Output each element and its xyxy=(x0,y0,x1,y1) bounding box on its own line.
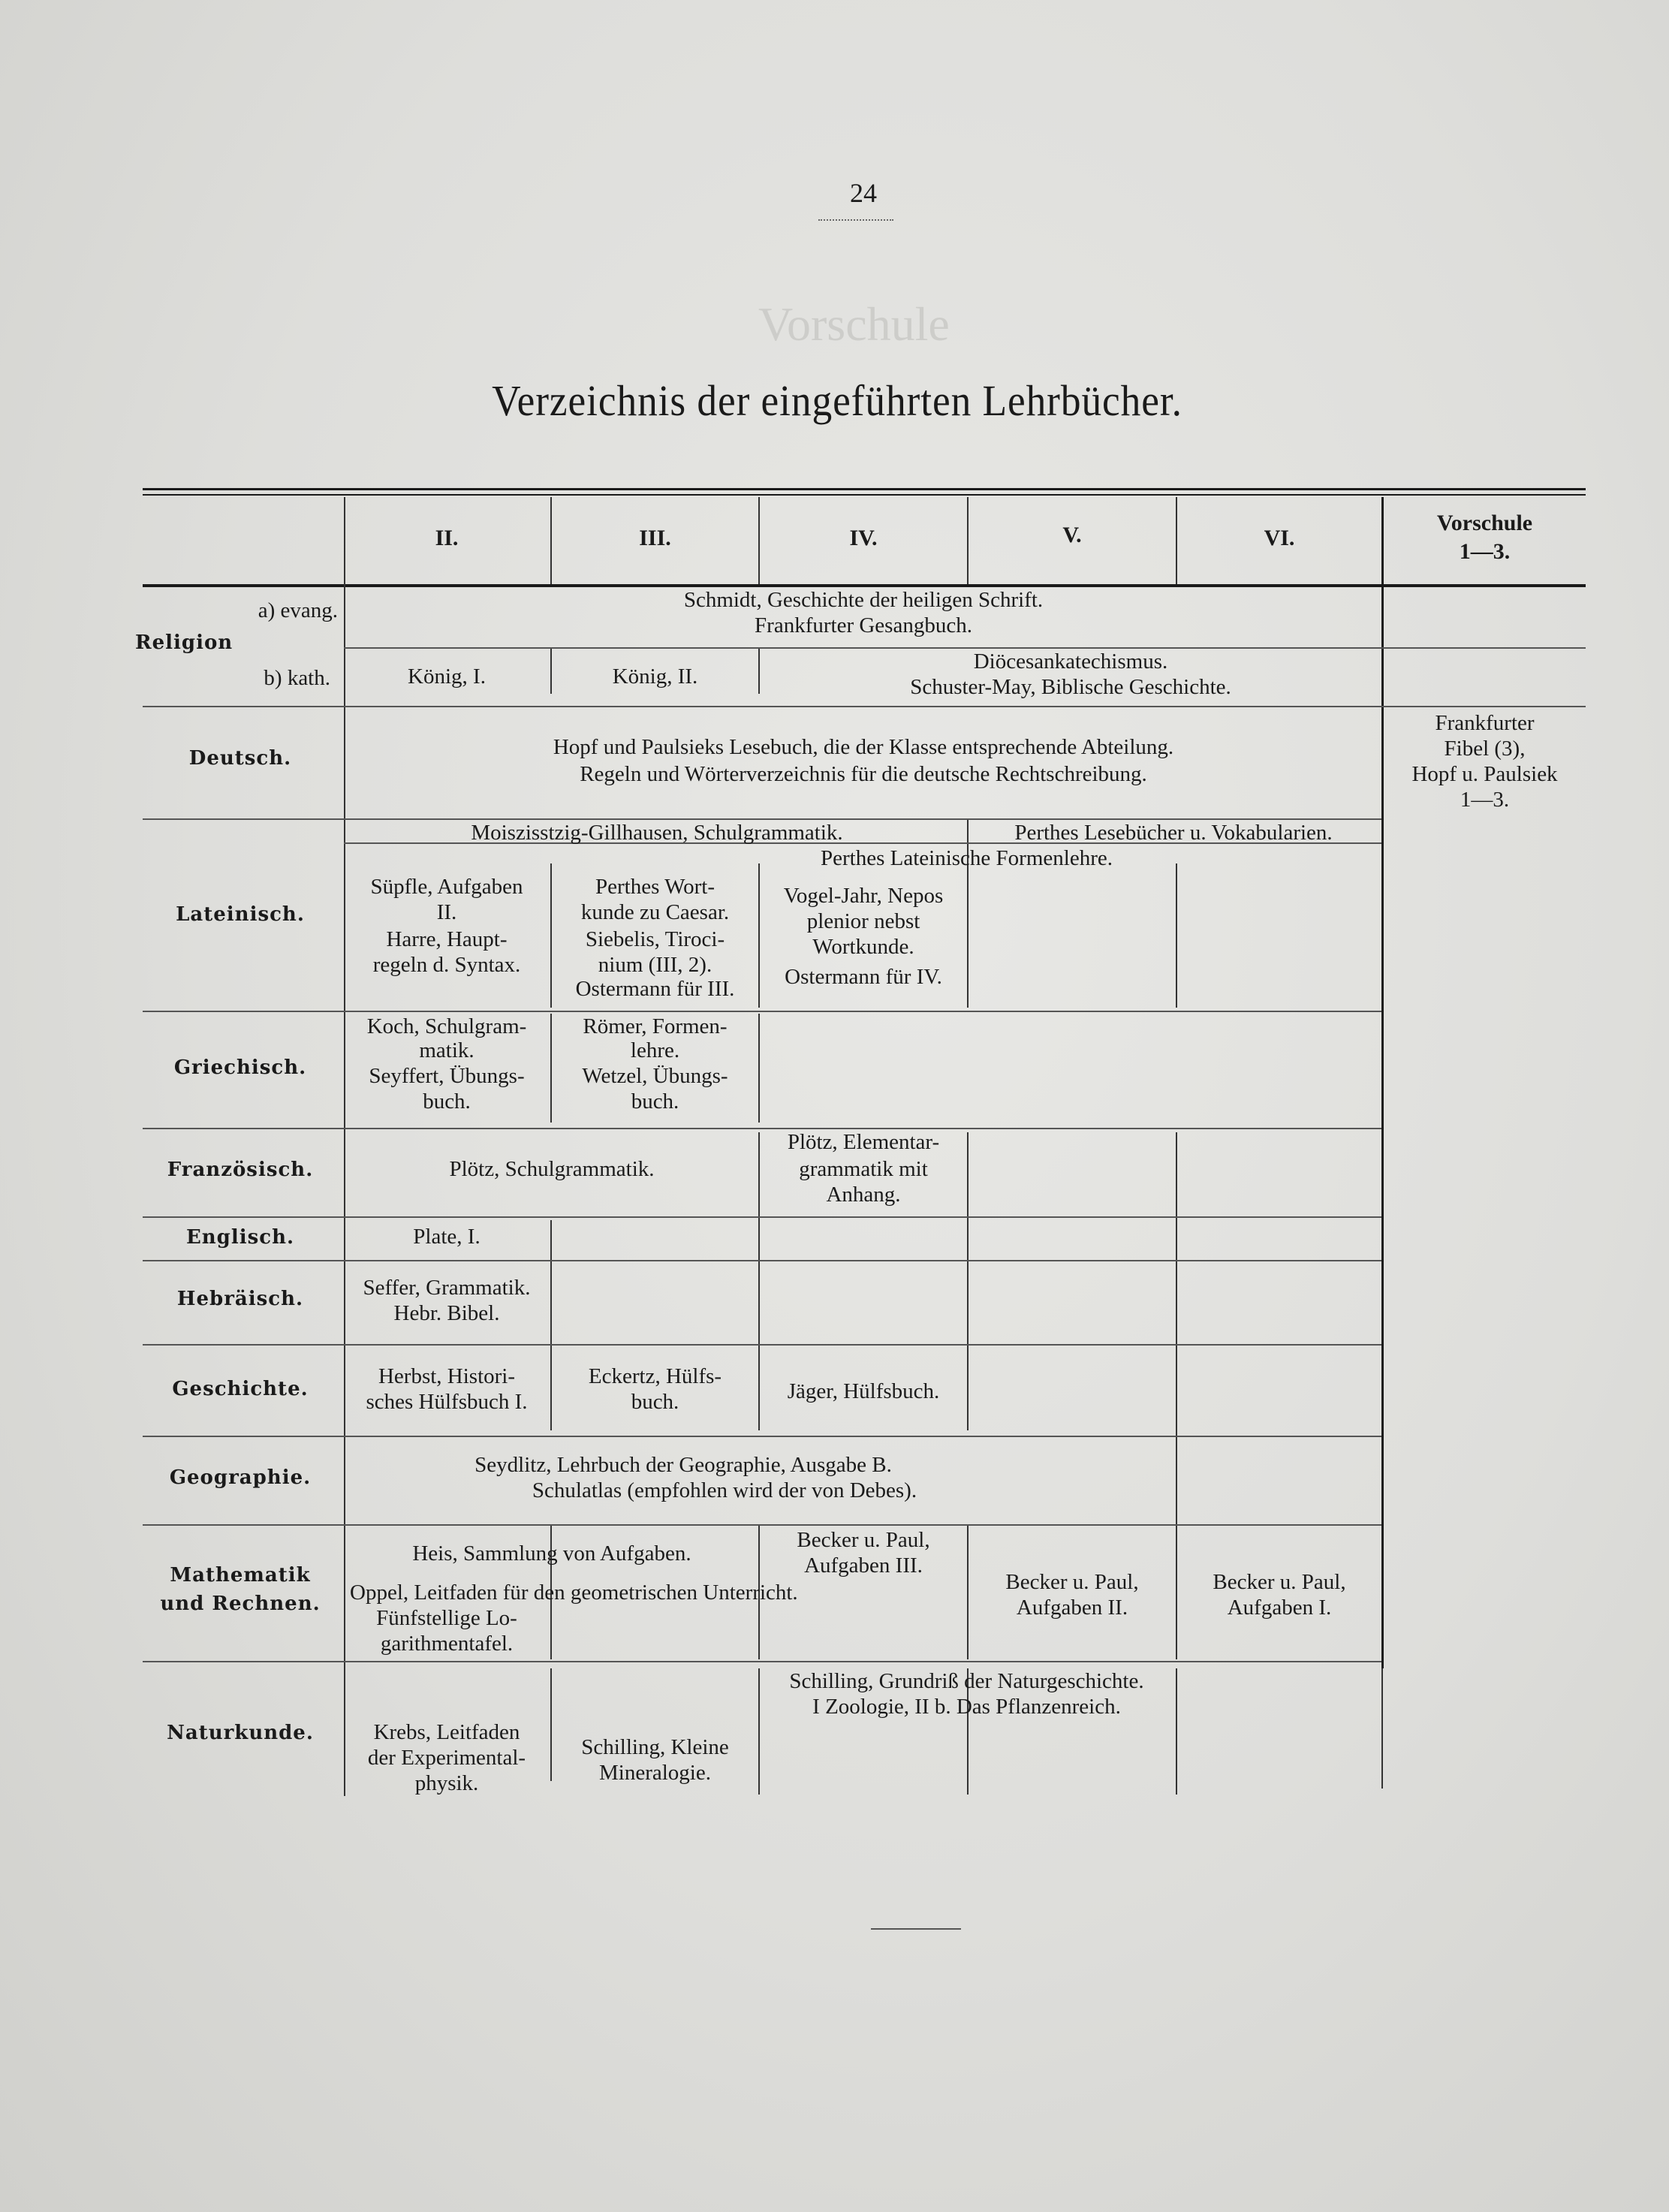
geographie-line-1: Seydlitz, Lehrbuch der Geographie, Ausgabe B. xyxy=(474,1453,892,1477)
deutsch-line-2: Regeln und Wörterverzeichnis für die deutsche Rechtschreibung. xyxy=(580,762,1147,786)
religion-evang-2: Frankfurter Gesangbuch. xyxy=(755,613,972,637)
table-bottom-rule xyxy=(871,1928,961,1930)
griechisch-ii-1: Koch, Schulgram- xyxy=(366,1014,527,1038)
franzoesisch-iv-3: Anhang. xyxy=(826,1183,901,1207)
mathematik-iv-2: Aufgaben III. xyxy=(804,1554,923,1578)
col-seg xyxy=(1176,863,1177,1008)
geschichte-iii-1: Eckertz, Hülfs- xyxy=(588,1364,722,1388)
naturkunde-iii-2: Mineralogie. xyxy=(599,1761,711,1785)
religion-kath-rest-1: Diöcesankatechismus. xyxy=(973,649,1168,674)
mathematik-vi-2: Aufgaben I. xyxy=(1227,1596,1332,1620)
bleed-through-text: Vorschule xyxy=(758,297,950,351)
subject-religion-a: a) evang. xyxy=(258,598,338,622)
mathematik-v-1: Becker u. Paul, xyxy=(1005,1570,1139,1594)
row-divider xyxy=(143,1524,1381,1526)
latein-iii-4: nium (III, 2). xyxy=(598,953,712,977)
subject-religion-b: b) kath. xyxy=(264,666,330,690)
row-divider xyxy=(143,706,1586,707)
subject-deutsch: Deutsch. xyxy=(188,747,292,770)
latein-iv-4: Ostermann für IV. xyxy=(785,965,942,989)
franzoesisch-iv-1: Plötz, Elementar- xyxy=(787,1130,940,1154)
col-header-v: V. xyxy=(1062,523,1082,547)
franzoesisch-iv-2: grammatik mit xyxy=(799,1157,928,1181)
col-seg xyxy=(1176,1132,1177,1234)
geschichte-ii-2: sches Hülfsbuch I. xyxy=(366,1390,528,1414)
latein-ii-4: regeln d. Syntax. xyxy=(372,953,521,977)
col-line-vi-vorschule xyxy=(1381,497,1384,1668)
latein-iii-3: Siebelis, Tiroci- xyxy=(585,927,725,951)
geschichte-iii-2: buch. xyxy=(631,1390,679,1414)
latein-top-1: Moiszisstzig-Gillhausen, Schulgrammatik. xyxy=(471,821,843,845)
table-top-rule xyxy=(143,488,1586,490)
geschichte-ii-1: Herbst, Histori- xyxy=(378,1364,516,1388)
mathematik-log-1: Fünfstellige Lo- xyxy=(376,1606,517,1630)
deutsch-vorschule-4: 1—3. xyxy=(1460,788,1510,812)
naturkunde-top-2: I Zoologie, II b. Das Pflanzenreich. xyxy=(812,1695,1121,1719)
row-divider xyxy=(143,1260,1381,1261)
row-divider xyxy=(1381,647,1586,649)
latein-top-3: Perthes Lateinische Formenlehre. xyxy=(821,846,1113,870)
latein-top-2: Perthes Lesebücher u. Vokabularien. xyxy=(1014,821,1333,845)
naturkunde-ii-3: physik. xyxy=(414,1771,479,1795)
griechisch-iii-3: Wetzel, Übungs- xyxy=(582,1064,728,1088)
row-divider xyxy=(143,1661,1381,1662)
naturkunde-ii-1: Krebs, Leitfaden xyxy=(373,1720,520,1744)
naturkunde-ii-2: der Experimental- xyxy=(367,1746,526,1770)
subject-religion: Religion xyxy=(135,631,233,654)
col-header-vorschule: Vorschule xyxy=(1436,511,1533,535)
mathematik-iv-1: Becker u. Paul, xyxy=(797,1528,930,1552)
page-title: Verzeichnis der eingeführten Lehrbücher. xyxy=(492,376,1182,425)
latein-iii-1: Perthes Wort- xyxy=(595,875,716,899)
hebraeisch-ii-1: Seffer, Grammatik. xyxy=(363,1276,531,1300)
naturkunde-iii-1: Schilling, Kleine xyxy=(581,1735,729,1759)
col-header-vorschule-grades: 1—3. xyxy=(1459,539,1511,564)
griechisch-ii-4: buch. xyxy=(423,1089,471,1114)
subject-geographie: Geographie. xyxy=(169,1466,312,1489)
griechisch-iii-4: buch. xyxy=(631,1089,679,1114)
religion-kath-iii: König, II. xyxy=(612,665,698,689)
griechisch-ii-2: matik. xyxy=(419,1038,474,1062)
naturkunde-top-1: Schilling, Grundriß der Naturgeschichte. xyxy=(789,1669,1144,1693)
col-seg xyxy=(967,1220,969,1430)
religion-kath-ii: König, I. xyxy=(408,665,486,689)
mathematik-v-2: Aufgaben II. xyxy=(1016,1596,1128,1620)
geographie-line-2: Schulatlas (empfohlen wird der von Debes). xyxy=(532,1478,917,1502)
latein-iv-3: Wortkunde. xyxy=(812,935,914,959)
col-header-iii: III. xyxy=(639,526,671,550)
col-seg xyxy=(758,1014,760,1123)
mathematik-heis: Heis, Sammlung von Aufgaben. xyxy=(412,1541,691,1566)
subject-mathematik: Mathematik xyxy=(170,1564,311,1587)
griechisch-ii-3: Seyffert, Übungs- xyxy=(369,1064,525,1088)
latein-ii-2: II. xyxy=(436,900,457,924)
row-divider xyxy=(143,1011,1381,1012)
latein-ii-3: Harre, Haupt- xyxy=(386,927,508,951)
latein-iii-5: Ostermann für III. xyxy=(575,977,735,1001)
hebraeisch-ii-2: Hebr. Bibel. xyxy=(393,1301,500,1325)
latein-iv-2: plenior nebst xyxy=(806,909,920,933)
religion-evang-1: Schmidt, Geschichte der heiligen Schrift. xyxy=(683,588,1044,612)
subject-griechisch: Griechisch. xyxy=(173,1056,307,1079)
subject-lateinisch: Lateinisch. xyxy=(176,903,305,926)
deutsch-vorschule-1: Frankfurter xyxy=(1435,711,1535,735)
subject-geschichte: Geschichte. xyxy=(172,1378,309,1400)
col-seg xyxy=(967,1132,969,1234)
griechisch-iii-1: Römer, Formen- xyxy=(583,1014,728,1038)
row-divider xyxy=(143,1216,1381,1218)
deutsch-vorschule-3: Hopf u. Paulsiek xyxy=(1411,762,1558,786)
subject-franzoesisch: Französisch. xyxy=(167,1159,314,1181)
row-divider xyxy=(143,1436,1381,1437)
col-header-iv: IV. xyxy=(849,526,878,550)
latein-iii-2: kunde zu Caesar. xyxy=(580,900,730,924)
table-top-rule-2 xyxy=(143,494,1586,496)
page-number: 24 xyxy=(850,178,877,208)
geschichte-iv: Jäger, Hülfsbuch. xyxy=(787,1379,940,1403)
subject-hebraeisch: Hebräisch. xyxy=(176,1288,304,1310)
franzoesisch-ii-iii: Plötz, Schulgrammatik. xyxy=(449,1157,655,1181)
mathematik-log-2: garithmentafel. xyxy=(380,1632,514,1656)
religion-kath-rest-2: Schuster-May, Biblische Geschichte. xyxy=(910,675,1231,699)
mathematik-vi-1: Becker u. Paul, xyxy=(1213,1570,1346,1594)
latein-iv-1: Vogel-Jahr, Nepos xyxy=(783,884,944,908)
englisch-ii: Plate, I. xyxy=(413,1225,481,1249)
latein-ii-1: Süpfle, Aufgaben xyxy=(370,875,523,899)
subject-rechnen: und Rechnen. xyxy=(160,1593,321,1615)
col-seg xyxy=(1176,1430,1177,1528)
griechisch-iii-2: lehre. xyxy=(630,1038,680,1062)
page-number-ornament xyxy=(818,215,893,221)
col-seg xyxy=(1176,1220,1177,1430)
col-seg xyxy=(1381,1668,1383,1789)
row-divider xyxy=(143,1344,1381,1346)
col-header-vi: VI. xyxy=(1264,526,1295,550)
col-header-ii: II. xyxy=(435,526,459,550)
subject-naturkunde: Naturkunde. xyxy=(167,1722,314,1744)
deutsch-vorschule-2: Fibel (3), xyxy=(1444,737,1526,761)
deutsch-line-1: Hopf und Paulsieks Lesebuch, die der Klasse entsprechende Abteilung. xyxy=(553,735,1174,759)
subject-englisch: Englisch. xyxy=(185,1226,295,1249)
mathematik-oppel: Oppel, Leitfaden für den geometrischen Unterricht. xyxy=(350,1581,798,1605)
